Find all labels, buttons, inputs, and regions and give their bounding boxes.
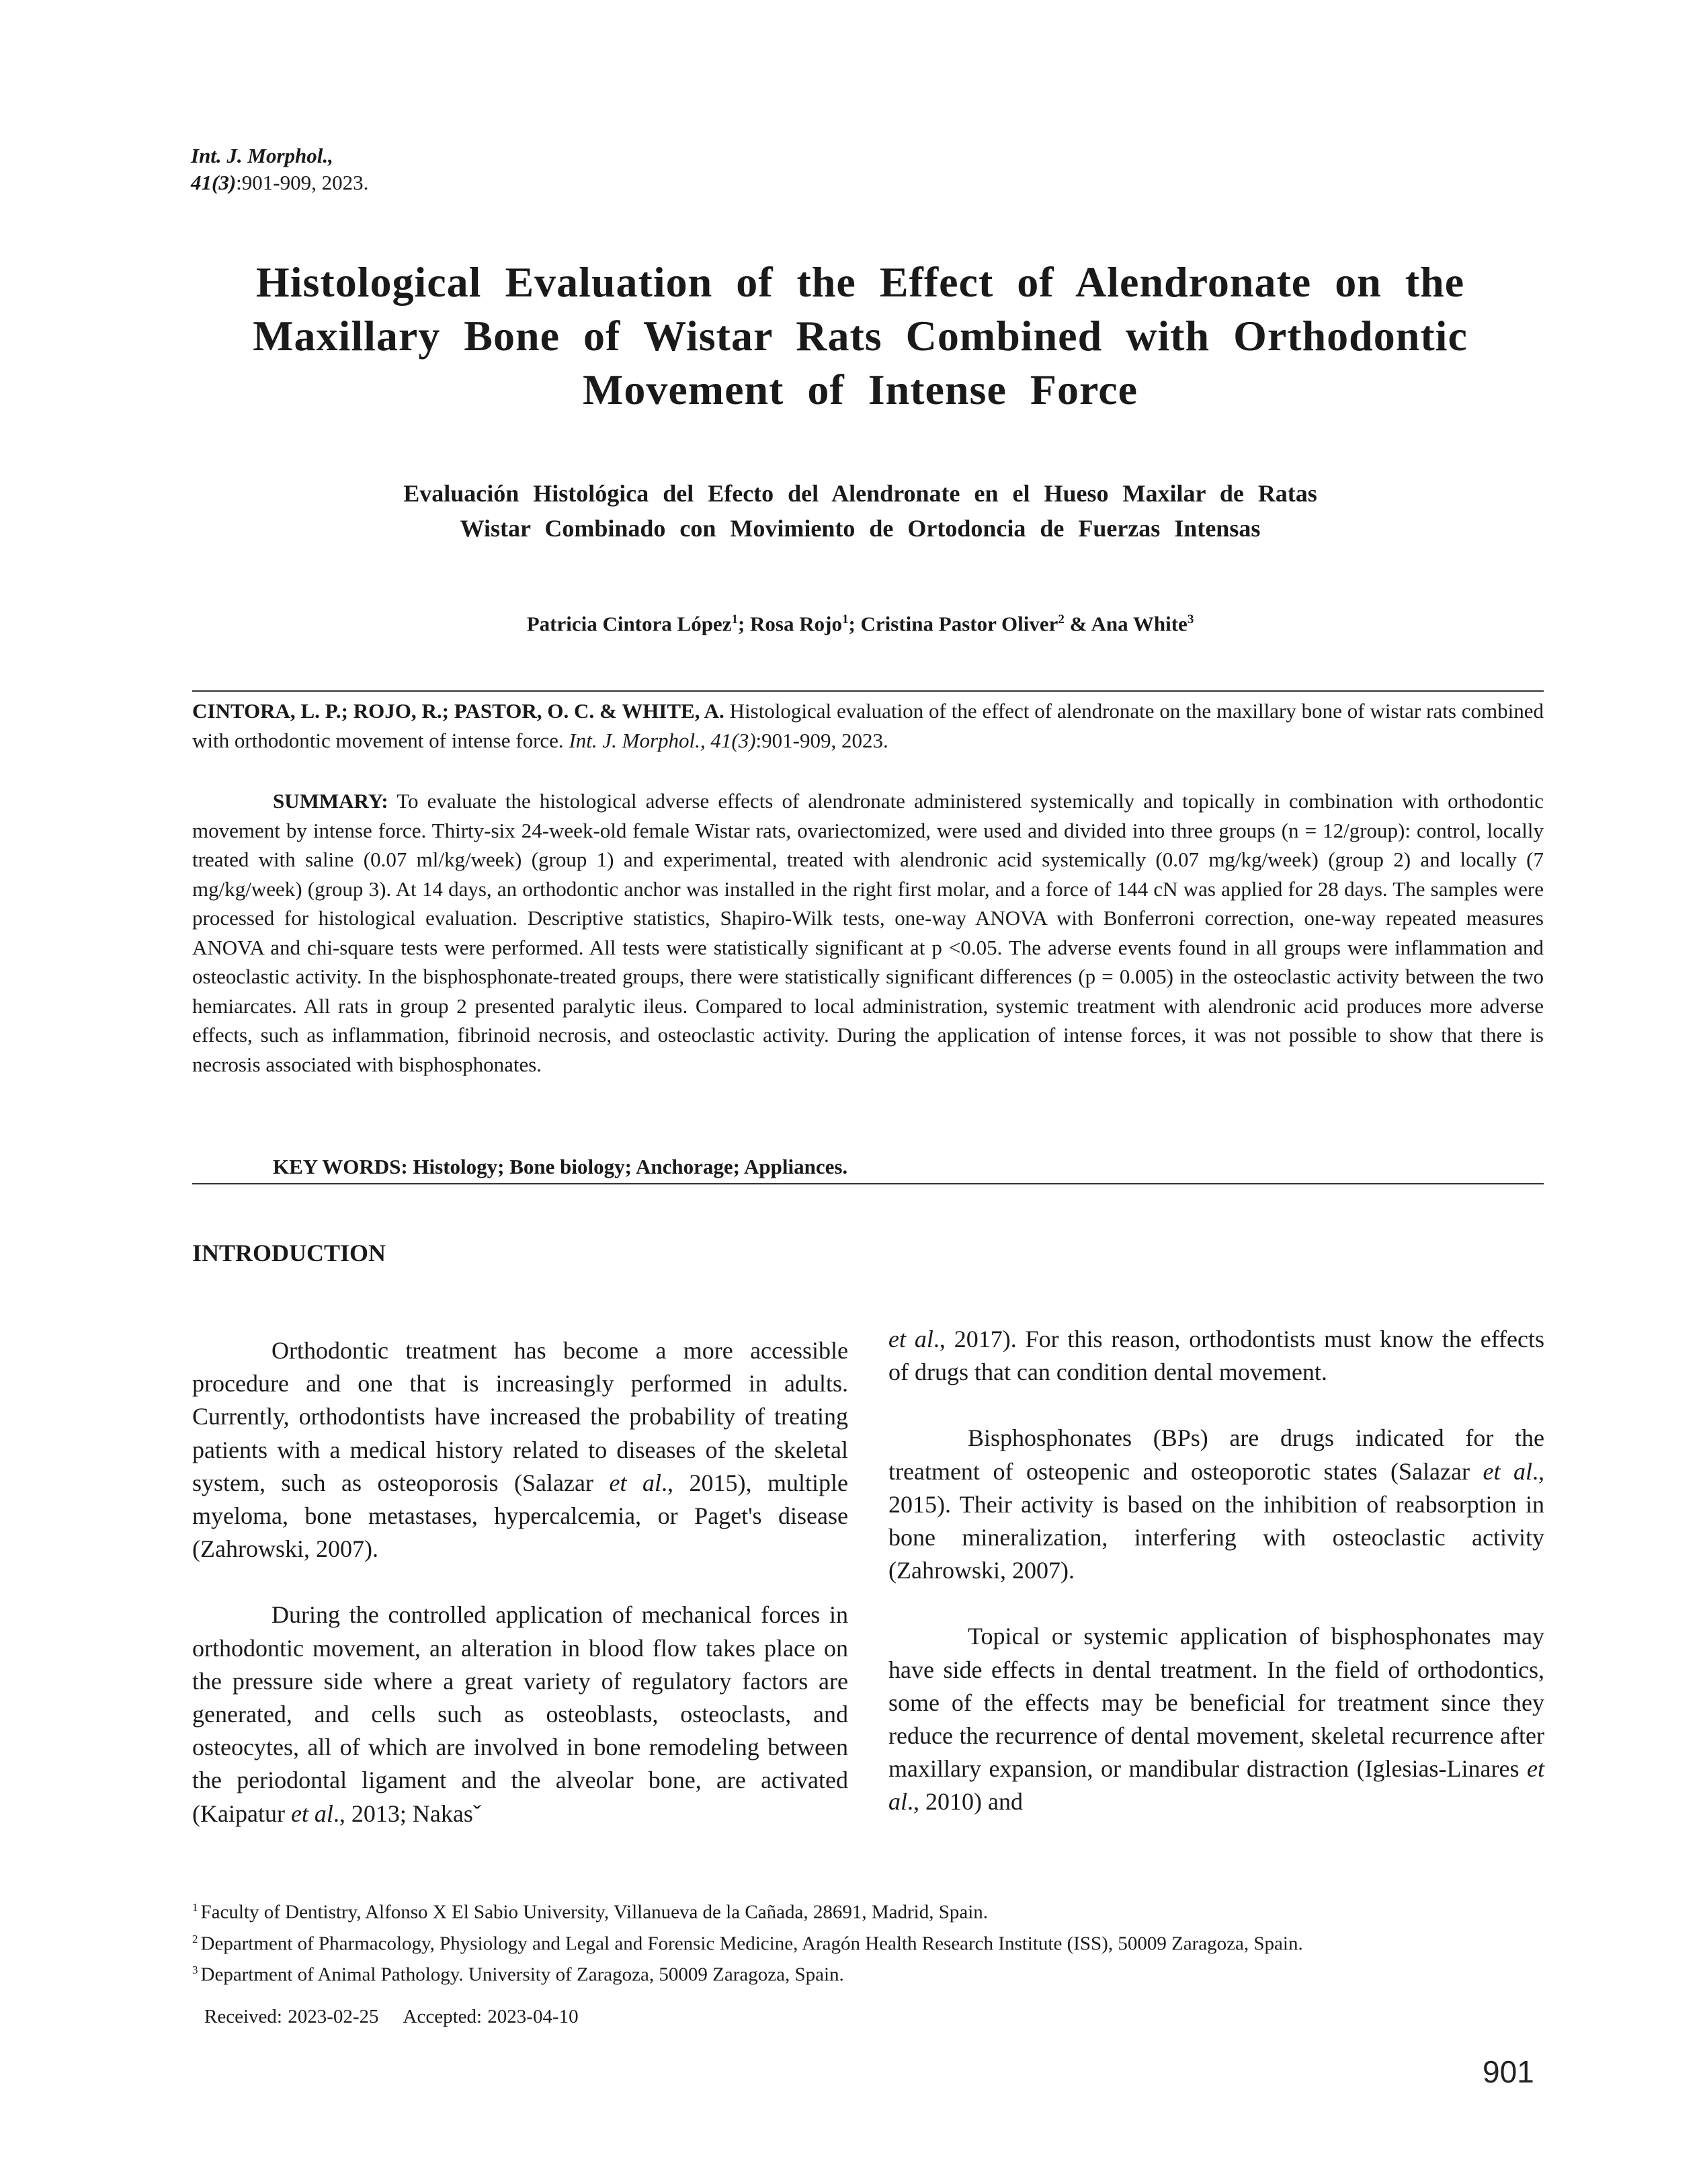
paragraph-text: ., 2017). For this reason, orthodontists must know the effects of drugs that can condition dental movement. xyxy=(888,1326,1544,1386)
author-separator: ; xyxy=(848,612,861,636)
citation-journal: Int. J. Morphol., 41(3) xyxy=(569,729,756,752)
author-affiliation: 1 xyxy=(841,612,849,626)
paragraph-text: During the controlled application of mechanical forces in orthodontic movement, an alteration in blood flow takes place on the pressure side where a great variety of regulatory factors are generated, and cells such as osteoblasts, osteoclasts, and osteocytes, all of which are involved in bone remodeling between the periodontal ligament and the alveolar bone, are activated (Kaipatur xyxy=(192,1601,848,1827)
author-affiliation: 2 xyxy=(1058,612,1065,626)
paragraph-text: Bisphosphonates (BPs) are drugs indicated for the treatment of osteopenic and osteoporotic states (Salazar xyxy=(888,1424,1544,1485)
author-name: Rosa Rojo xyxy=(750,612,842,636)
author-name: Ana White xyxy=(1091,612,1188,636)
author-affiliation: 3 xyxy=(1187,612,1194,626)
affiliation-footnotes xyxy=(192,1894,1544,1988)
footnote xyxy=(192,1957,1544,1988)
citation-pages: :901-909, 2023. xyxy=(755,729,888,752)
author-name: Cristina Pastor Oliver xyxy=(860,612,1058,636)
page-number: 901 xyxy=(1483,2054,1534,2089)
paragraph xyxy=(888,1620,1544,1818)
title-line-1: Histological Evaluation of the Effect of Alendronate on the xyxy=(255,258,1465,306)
paragraph-text: Topical or systemic application of bisphosphonates may have side effects in dental treatment. In the field of orthodontics, some of the effects may be beneficial for treatment since they reduce the recurrence of dental movement, skeletal recurrence after maxillary expansion, or mandibular distraction (Iglesias-Linares xyxy=(888,1623,1544,1783)
journal-pages: :901-909, 2023. xyxy=(236,171,369,194)
paragraph-text: ., 2015). Their activity is based on the inhibition of reabsorption in bone mineralization, interfering with osteoclastic activity (Zahrowski, 2007). xyxy=(888,1457,1545,1584)
footnote-number: 3 xyxy=(192,1964,198,1977)
footnote-number: 2 xyxy=(192,1932,198,1945)
citation-authors: CINTORA, L. P.; ROJO, R.; PASTOR, O. C. & WHITE, A. xyxy=(192,699,724,723)
journal-reference xyxy=(191,143,368,196)
top-divider xyxy=(192,690,1544,692)
paragraph xyxy=(192,1599,848,1830)
footnote-number: 1 xyxy=(192,1901,198,1914)
summary-label: SUMMARY: xyxy=(273,789,388,813)
spanish-title xyxy=(282,476,1438,546)
journal-volume: 41(3) xyxy=(191,171,237,194)
title-line-3: Movement of Intense Force xyxy=(582,366,1138,413)
accepted-date: Accepted: 2023-04-10 xyxy=(403,2006,579,2027)
paragraph-text: ., 2015), multiple myeloma, bone metastases, hypercalcemia, or Paget's disease (Zahrowski, 2007). xyxy=(192,1469,848,1563)
spanish-title-line-2: Wistar Combinado con Movimiento de Ortodoncia de Fuerzas Intensas xyxy=(460,515,1261,542)
citation-text: Histological evaluation of the effect of alendronate on the maxillary bone of wistar rats combined with orthodontic movement of intense force. xyxy=(192,699,1544,752)
paragraph xyxy=(888,1323,1544,1389)
citation-block xyxy=(192,696,1544,756)
paragraph-gap xyxy=(192,1566,848,1599)
journal-name: Int. J. Morphol., xyxy=(191,144,333,167)
received-date: Received: 2023-02-25 xyxy=(204,2006,379,2027)
title-line-2: Maxillary Bone of Wistar Rats Combined with Orthodontic xyxy=(253,312,1468,360)
paragraph-text: Orthodontic treatment has become a more accessible procedure and one that is increasingly performed in adults. Currently, orthodontists have increased the probability of treating patients with a medical history related to diseases of the skeletal system, such as osteoporosis (Salazar xyxy=(192,1337,848,1496)
submission-dates xyxy=(204,2003,579,2030)
footnote xyxy=(192,1894,1544,1926)
paragraph xyxy=(192,1334,848,1566)
citation-etal: et al xyxy=(1483,1457,1533,1485)
footnote-text: Department of Animal Pathology. University of Zaragoza, 50009 Zaragoza, Spain. xyxy=(200,1964,844,1986)
keywords: KEY WORDS: Histology; Bone biology; Anchorage; Appliances. xyxy=(273,1155,848,1178)
section-heading-introduction: INTRODUCTION xyxy=(192,1240,386,1266)
paragraph-text: ., 2013; Nakasˇ xyxy=(333,1799,481,1827)
citation-etal: et al xyxy=(609,1469,661,1496)
paragraph-text: ., 2010) and xyxy=(907,1788,1023,1816)
author-separator: & xyxy=(1064,612,1091,636)
summary-text: To evaluate the histological adverse effects of alendronate administered systemically and topically in combination with orthodontic movement by intense force. Thirty-six 24-week-old female Wistar rats, ovariectomized, were used and divided into three groups (n = 12/group): control, locally treated with saline (0.07 ml/kg/week) (group 1) and experimental, treated with alendronic acid systemically (0.07 mg/kg/week) (group 2) and locally (7 mg/kg/week) (group 3). At 14 days, an orthodontic anchor was installed in the right first molar, and a force of 144 cN was applied for 28 days. The samples were processed for histological evaluation. Descriptive statistics, Shapiro-Wilk tests, one-way ANOVA with Bonferroni correction, one-way repeated measures ANOVA and chi-square tests were performed. All tests were statistically significant at p <0.05. The adverse events found in all groups were inflammation and osteoclastic activity. In the bisphosphonate-treated groups, there were statistically significant differences (p = 0.005) in the osteoclastic activity between the two hemiarcates. All rats in group 2 presented paralytic ileus. Compared to local administration, systemic treatment with alendronic acid produces more adverse effects, such as inflammation, fibrinoid necrosis, and osteoclastic activity. During the application of intense forces, it was not possible to show that there is necrosis associated with bisphosphonates. xyxy=(192,789,1544,1076)
spanish-title-line-1: Evaluación Histológica del Efecto del Alendronate en el Hueso Maxilar de Ratas xyxy=(403,480,1317,507)
abstract-summary xyxy=(192,786,1544,1079)
author-separator: ; xyxy=(737,612,751,636)
citation-etal: et al xyxy=(888,1326,933,1352)
keywords-divider xyxy=(192,1183,1544,1184)
citation-etal: et al xyxy=(888,1755,1544,1816)
body-column-right xyxy=(888,1323,1544,1819)
paragraph-gap xyxy=(888,1389,1544,1422)
body-column-left xyxy=(192,1334,848,1830)
footnote-text: Faculty of Dentistry, Alfonso X El Sabio University, Villanueva de la Cañada, 28691, Madrid, Spain. xyxy=(200,1901,988,1923)
paragraph xyxy=(888,1422,1544,1587)
author-list xyxy=(202,606,1519,637)
citation-etal: et al xyxy=(290,1799,333,1827)
footnote xyxy=(192,1926,1544,1957)
journal-volume-line xyxy=(191,169,368,196)
footnote-text: Department of Pharmacology, Physiology and Legal and Forensic Medicine, Aragón Health Research Institute (ISS), 50009 Zaragoza, Spain. xyxy=(200,1933,1303,1955)
author-name: Patricia Cintora López xyxy=(526,612,732,636)
author-affiliation: 1 xyxy=(731,612,738,626)
article-title xyxy=(202,255,1519,417)
paragraph-gap xyxy=(888,1587,1544,1620)
